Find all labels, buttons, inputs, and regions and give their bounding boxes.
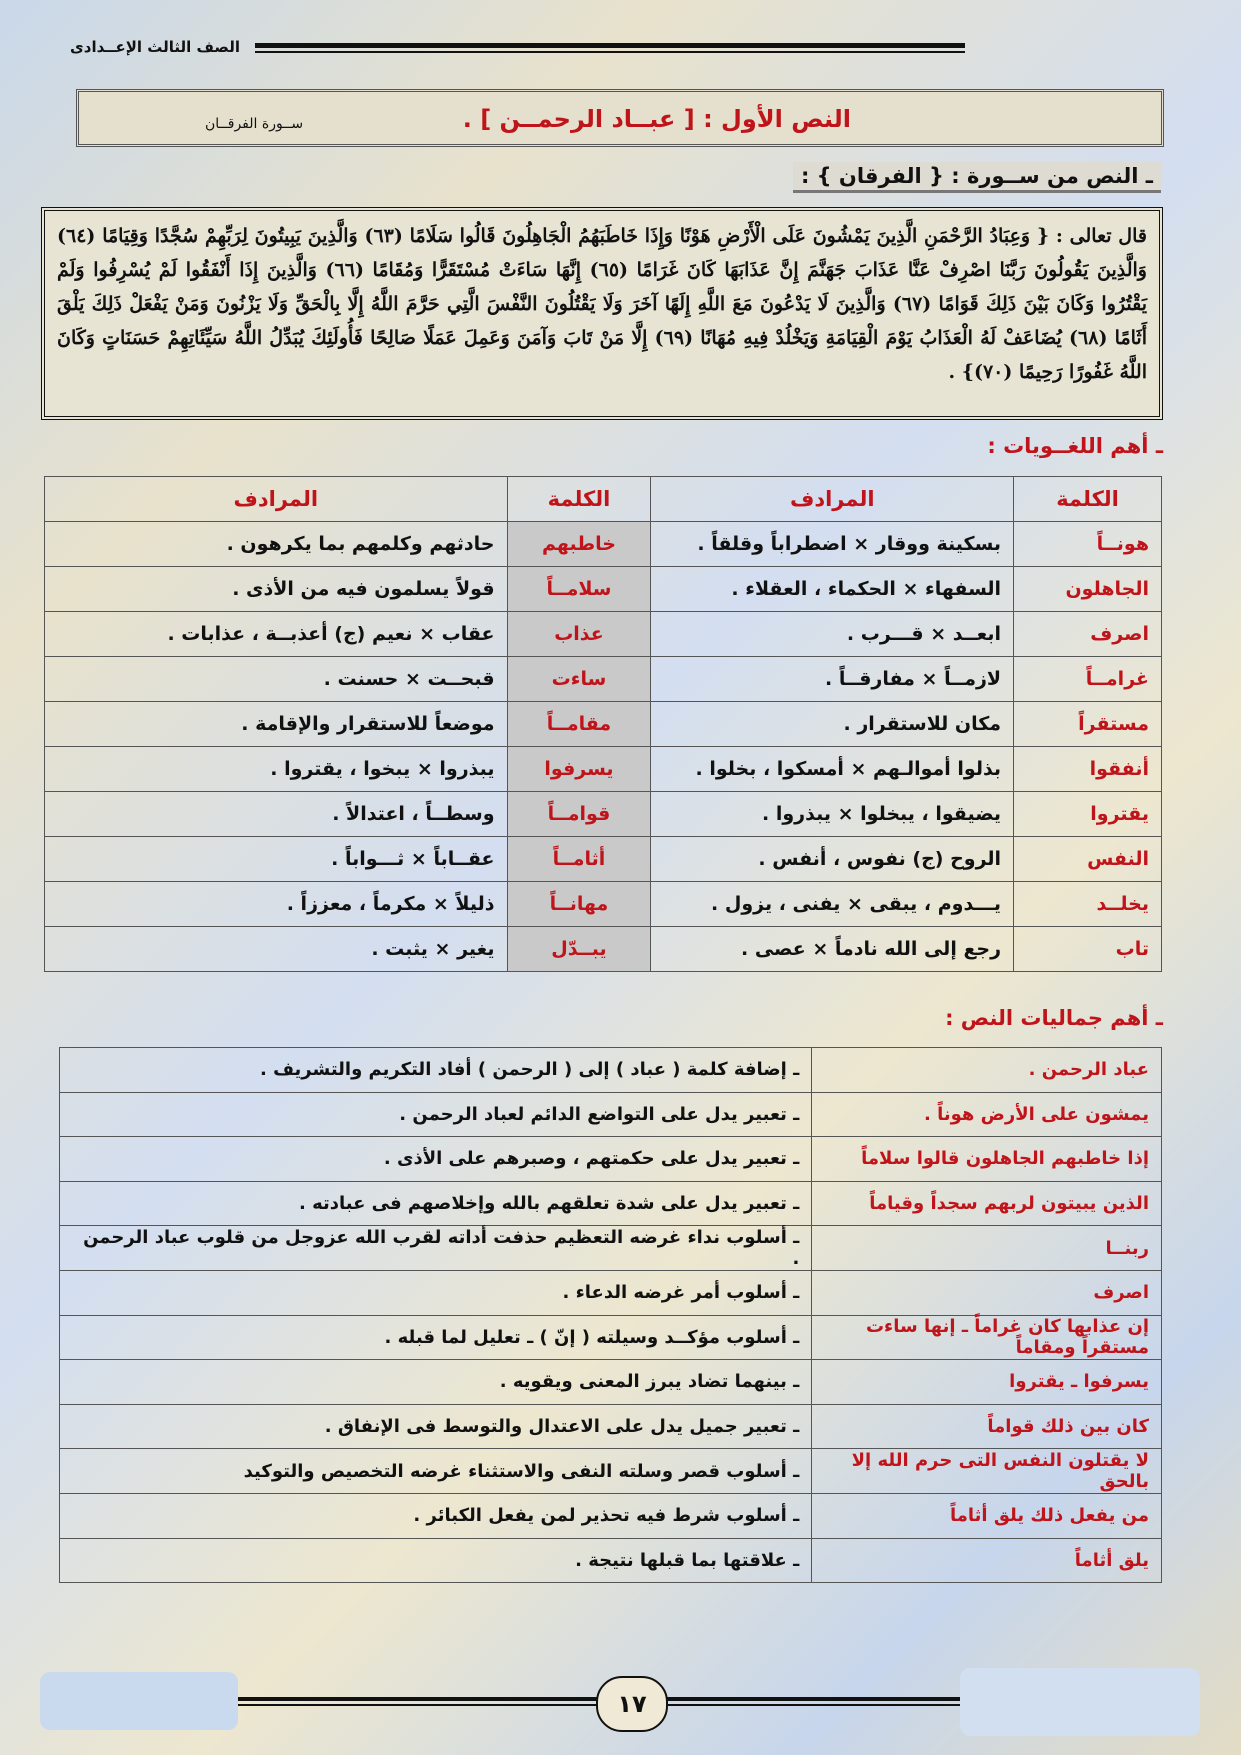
vocab-meaning: عقاب × نعيم (ج) أعذبــة ، عذابات . <box>45 612 508 657</box>
vocab-word: أثامــاً <box>507 837 651 882</box>
vocab-word: مقامــاً <box>507 702 651 747</box>
table-row <box>60 1270 1162 1315</box>
vocab-meaning: يغير × يثبت . <box>45 927 508 972</box>
beauty-explanation: ـ أسلوب نداء غرضه التعظيم حذفت أداته لقرب الله عزوجل من قلوب عباد الرحمن . <box>60 1226 812 1271</box>
table-row <box>60 1449 1162 1494</box>
vocab-meaning: وسطــاً ، اعتدالاً . <box>45 792 508 837</box>
vocab-meaning: الروح (ج) نفوس ، أنفس . <box>651 837 1014 882</box>
quran-passage: قال تعالى : { وَعِبَادُ الرَّحْمَنِ الَّذِينَ يَمْشُونَ عَلَى الْأَرْضِ هَوْنًا وَإِذَا خَاطَبَهُمُ الْجَاهِلُونَ قَالُوا سَلَامًا (٦٣) وَالَّذِينَ يَبِيتُونَ لِرَبِّهِمْ سُجَّدًا وَقِيَامًا (٦٤) وَالَّذِينَ يَقُولُونَ رَبَّنَا اصْرِفْ عَنَّا عَذَابَ جَهَنَّمَ إِنَّ عَذَابَهَا كَانَ غَرَامًا (٦٥) إِنَّهَا سَاءَتْ مُسْتَقَرًّا وَمُقَامًا (٦٦) وَالَّذِينَ إِذَا أَنْفَقُوا لَمْ يُسْرِفُوا وَلَمْ يَقْتُرُوا وَكَانَ بَيْنَ ذَلِكَ قَوَامًا (٦٧) وَالَّذِينَ لَا يَدْعُونَ مَعَ اللَّهِ إِلَهًا آخَرَ وَلَا يَقْتُلُونَ النَّفْسَ الَّتِي حَرَّمَ اللَّهُ إِلَّا بِالْحَقِّ وَلَا يَزْنُونَ وَمَنْ يَفْعَلْ ذَلِكَ يَلْقَ أَثَامًا (٦٨) يُضَاعَفْ لَهُ الْعَذَابُ يَوْمَ الْقِيَامَةِ وَيَخْلُدْ فِيهِ مُهَانًا (٦٩) إِلَّا مَنْ تَابَ وَآمَنَ وَعَمِلَ عَمَلًا صَالِحًا فَأُولَئِكَ يُبَدِّلُ اللَّهُ سَيِّئَاتِهِمْ حَسَنَاتٍ وَكَانَ اللَّهُ غَفُورًا رَحِيمًا (٧٠)} . <box>41 207 1163 420</box>
table-row <box>45 702 1162 747</box>
header-divider <box>255 43 965 48</box>
beauty-explanation: ـ أسلوب أمر غرضه الدعاء . <box>60 1270 812 1315</box>
vocab-word: يبــدّل <box>507 927 651 972</box>
vocab-meaning: عقــاباً × ثـــواباً . <box>45 837 508 882</box>
table-row <box>60 1092 1162 1137</box>
vocab-meaning: يـــدوم ، يبقى × يفنى ، يزول . <box>651 882 1014 927</box>
table-row <box>60 1137 1162 1182</box>
vocab-word: خاطبهم <box>507 522 651 567</box>
table-row <box>45 882 1162 927</box>
vocab-meaning: قولاً يسلمون فيه من الأذى . <box>45 567 508 612</box>
table-row <box>45 837 1162 882</box>
table-row <box>45 522 1162 567</box>
vocab-word: يخلــد <box>1014 882 1162 927</box>
beauty-phrase: يمشون على الأرض هوناً . <box>812 1092 1162 1137</box>
beauty-explanation: ـ أسلوب قصر وسلته النفى والاستثناء غرضه التخصيص والتوكيد <box>60 1449 812 1494</box>
vocab-word: ساءت <box>507 657 651 702</box>
vocab-word: الجاهلون <box>1014 567 1162 612</box>
vocab-col-word: الكلمة <box>507 477 651 522</box>
vocab-heading: ـ أهم اللغــويات : <box>987 434 1163 458</box>
vocab-meaning: يضيقوا ، يبخلوا × يبذروا . <box>651 792 1014 837</box>
table-row <box>45 792 1162 837</box>
vocab-word: تاب <box>1014 927 1162 972</box>
beauty-explanation: ـ تعبير يدل على التواضع الدائم لعباد الرحمن . <box>60 1092 812 1137</box>
footer-decor-left <box>40 1672 238 1730</box>
vocab-header-row <box>45 477 1162 522</box>
beauty-explanation: ـ بينهما تضاد يبرز المعنى ويقويه . <box>60 1360 812 1405</box>
beauty-explanation: ـ علاقتها بما قبلها نتيجة . <box>60 1538 812 1583</box>
table-row <box>60 1493 1162 1538</box>
vocab-word: هونــاً <box>1014 522 1162 567</box>
vocab-word: مستقراً <box>1014 702 1162 747</box>
table-row <box>60 1360 1162 1405</box>
table-row <box>60 1538 1162 1583</box>
beauty-table <box>59 1047 1162 1583</box>
beauty-phrase: كان بين ذلك قواماً <box>812 1404 1162 1449</box>
table-row <box>60 1315 1162 1360</box>
vocab-meaning: يبذروا × يبخوا ، يقتروا . <box>45 747 508 792</box>
vocab-meaning: ذليلاً × مكرماً ، معززاً . <box>45 882 508 927</box>
vocab-meaning: السفهاء × الحكماء ، العقلاء . <box>651 567 1014 612</box>
lesson-title: النص الأول : [ عبــاد الرحمــن ] . <box>462 105 851 133</box>
beauty-heading: ـ أهم جماليات النص : <box>945 1006 1163 1030</box>
table-row <box>60 1181 1162 1226</box>
vocab-col-meaning: المرادف <box>651 477 1014 522</box>
vocab-meaning: لازمــاً × مفارقــاً . <box>651 657 1014 702</box>
table-row <box>45 612 1162 657</box>
beauty-explanation: ـ تعبير جميل يدل على الاعتدال والتوسط فى الإنفاق . <box>60 1404 812 1449</box>
surah-label: ســورة الفرقــان <box>205 116 304 132</box>
vocab-word: غرامــاً <box>1014 657 1162 702</box>
vocab-meaning: مكان للاستقرار . <box>651 702 1014 747</box>
table-row <box>60 1226 1162 1271</box>
header-divider-thin <box>255 51 965 53</box>
vocab-table <box>44 476 1162 972</box>
beauty-phrase: من يفعل ذلك يلق أثاماً <box>812 1493 1162 1538</box>
table-row <box>60 1048 1162 1093</box>
grade-label: الصف الثالث الإعــدادى <box>70 38 240 56</box>
vocab-word: قوامــاً <box>507 792 651 837</box>
vocab-word: أنفقوا <box>1014 747 1162 792</box>
beauty-explanation: ـ أسلوب مؤكــد وسيلته ( إنّ ) ـ تعليل لما قبله . <box>60 1315 812 1360</box>
beauty-phrase: الذين يبيتون لربهم سجداً وقياماً <box>812 1181 1162 1226</box>
vocab-word: مهانــاً <box>507 882 651 927</box>
table-row <box>45 657 1162 702</box>
vocab-word: سلامــاً <box>507 567 651 612</box>
vocab-col-word: الكلمة <box>1014 477 1162 522</box>
vocab-meaning: ابعــد × قـــرب . <box>651 612 1014 657</box>
table-row <box>45 747 1162 792</box>
beauty-explanation: ـ أسلوب شرط فيه تحذير لمن يفعل الكبائر . <box>60 1493 812 1538</box>
vocab-col-meaning: المرادف <box>45 477 508 522</box>
beauty-phrase: يلق أثاماً <box>812 1538 1162 1583</box>
beauty-explanation: ـ تعبير يدل على شدة تعلقهم بالله وإخلاصهم فى عبادته . <box>60 1181 812 1226</box>
vocab-word: النفس <box>1014 837 1162 882</box>
beauty-phrase: عباد الرحمن . <box>812 1048 1162 1093</box>
vocab-meaning: بسكينة ووقار × اضطراباً وقلقاً . <box>651 522 1014 567</box>
vocab-word: عذاب <box>507 612 651 657</box>
vocab-word: اصرف <box>1014 612 1162 657</box>
beauty-phrase: يسرفوا ـ يقتروا <box>812 1360 1162 1405</box>
beauty-explanation: ـ إضافة كلمة ( عباد ) إلى ( الرحمن ) أفاد التكريم والتشريف . <box>60 1048 812 1093</box>
page-number: ١٧ <box>596 1676 668 1732</box>
footer-decor-right <box>960 1668 1200 1736</box>
table-row <box>60 1404 1162 1449</box>
vocab-meaning: موضعاً للاستقرار والإقامة . <box>45 702 508 747</box>
table-row <box>45 567 1162 612</box>
vocab-meaning: قبحــت × حسنت . <box>45 657 508 702</box>
beauty-phrase: إن عذابها كان غراماً ـ إنها ساءت مستقراً ومقاماً <box>812 1315 1162 1360</box>
vocab-word: يقتروا <box>1014 792 1162 837</box>
vocab-word: يسرفوا <box>507 747 651 792</box>
beauty-phrase: ربنــا <box>812 1226 1162 1271</box>
beauty-phrase: إذا خاطبهم الجاهلون قالوا سلاماً <box>812 1137 1162 1182</box>
vocab-meaning: بذلوا أموالـهم × أمسكوا ، بخلوا . <box>651 747 1014 792</box>
table-row <box>45 927 1162 972</box>
beauty-phrase: اصرف <box>812 1270 1162 1315</box>
beauty-explanation: ـ تعبير يدل على حكمتهم ، وصبرهم على الأذى . <box>60 1137 812 1182</box>
beauty-phrase: لا يقتلون النفس التى حرم الله إلا بالحق <box>812 1449 1162 1494</box>
vocab-meaning: حادثهم وكلمهم بما يكرهون . <box>45 522 508 567</box>
text-section-heading: ـ النص من ســورة : { الفرقان } : <box>793 162 1161 193</box>
vocab-meaning: رجع إلى الله نادماً × عصى . <box>651 927 1014 972</box>
